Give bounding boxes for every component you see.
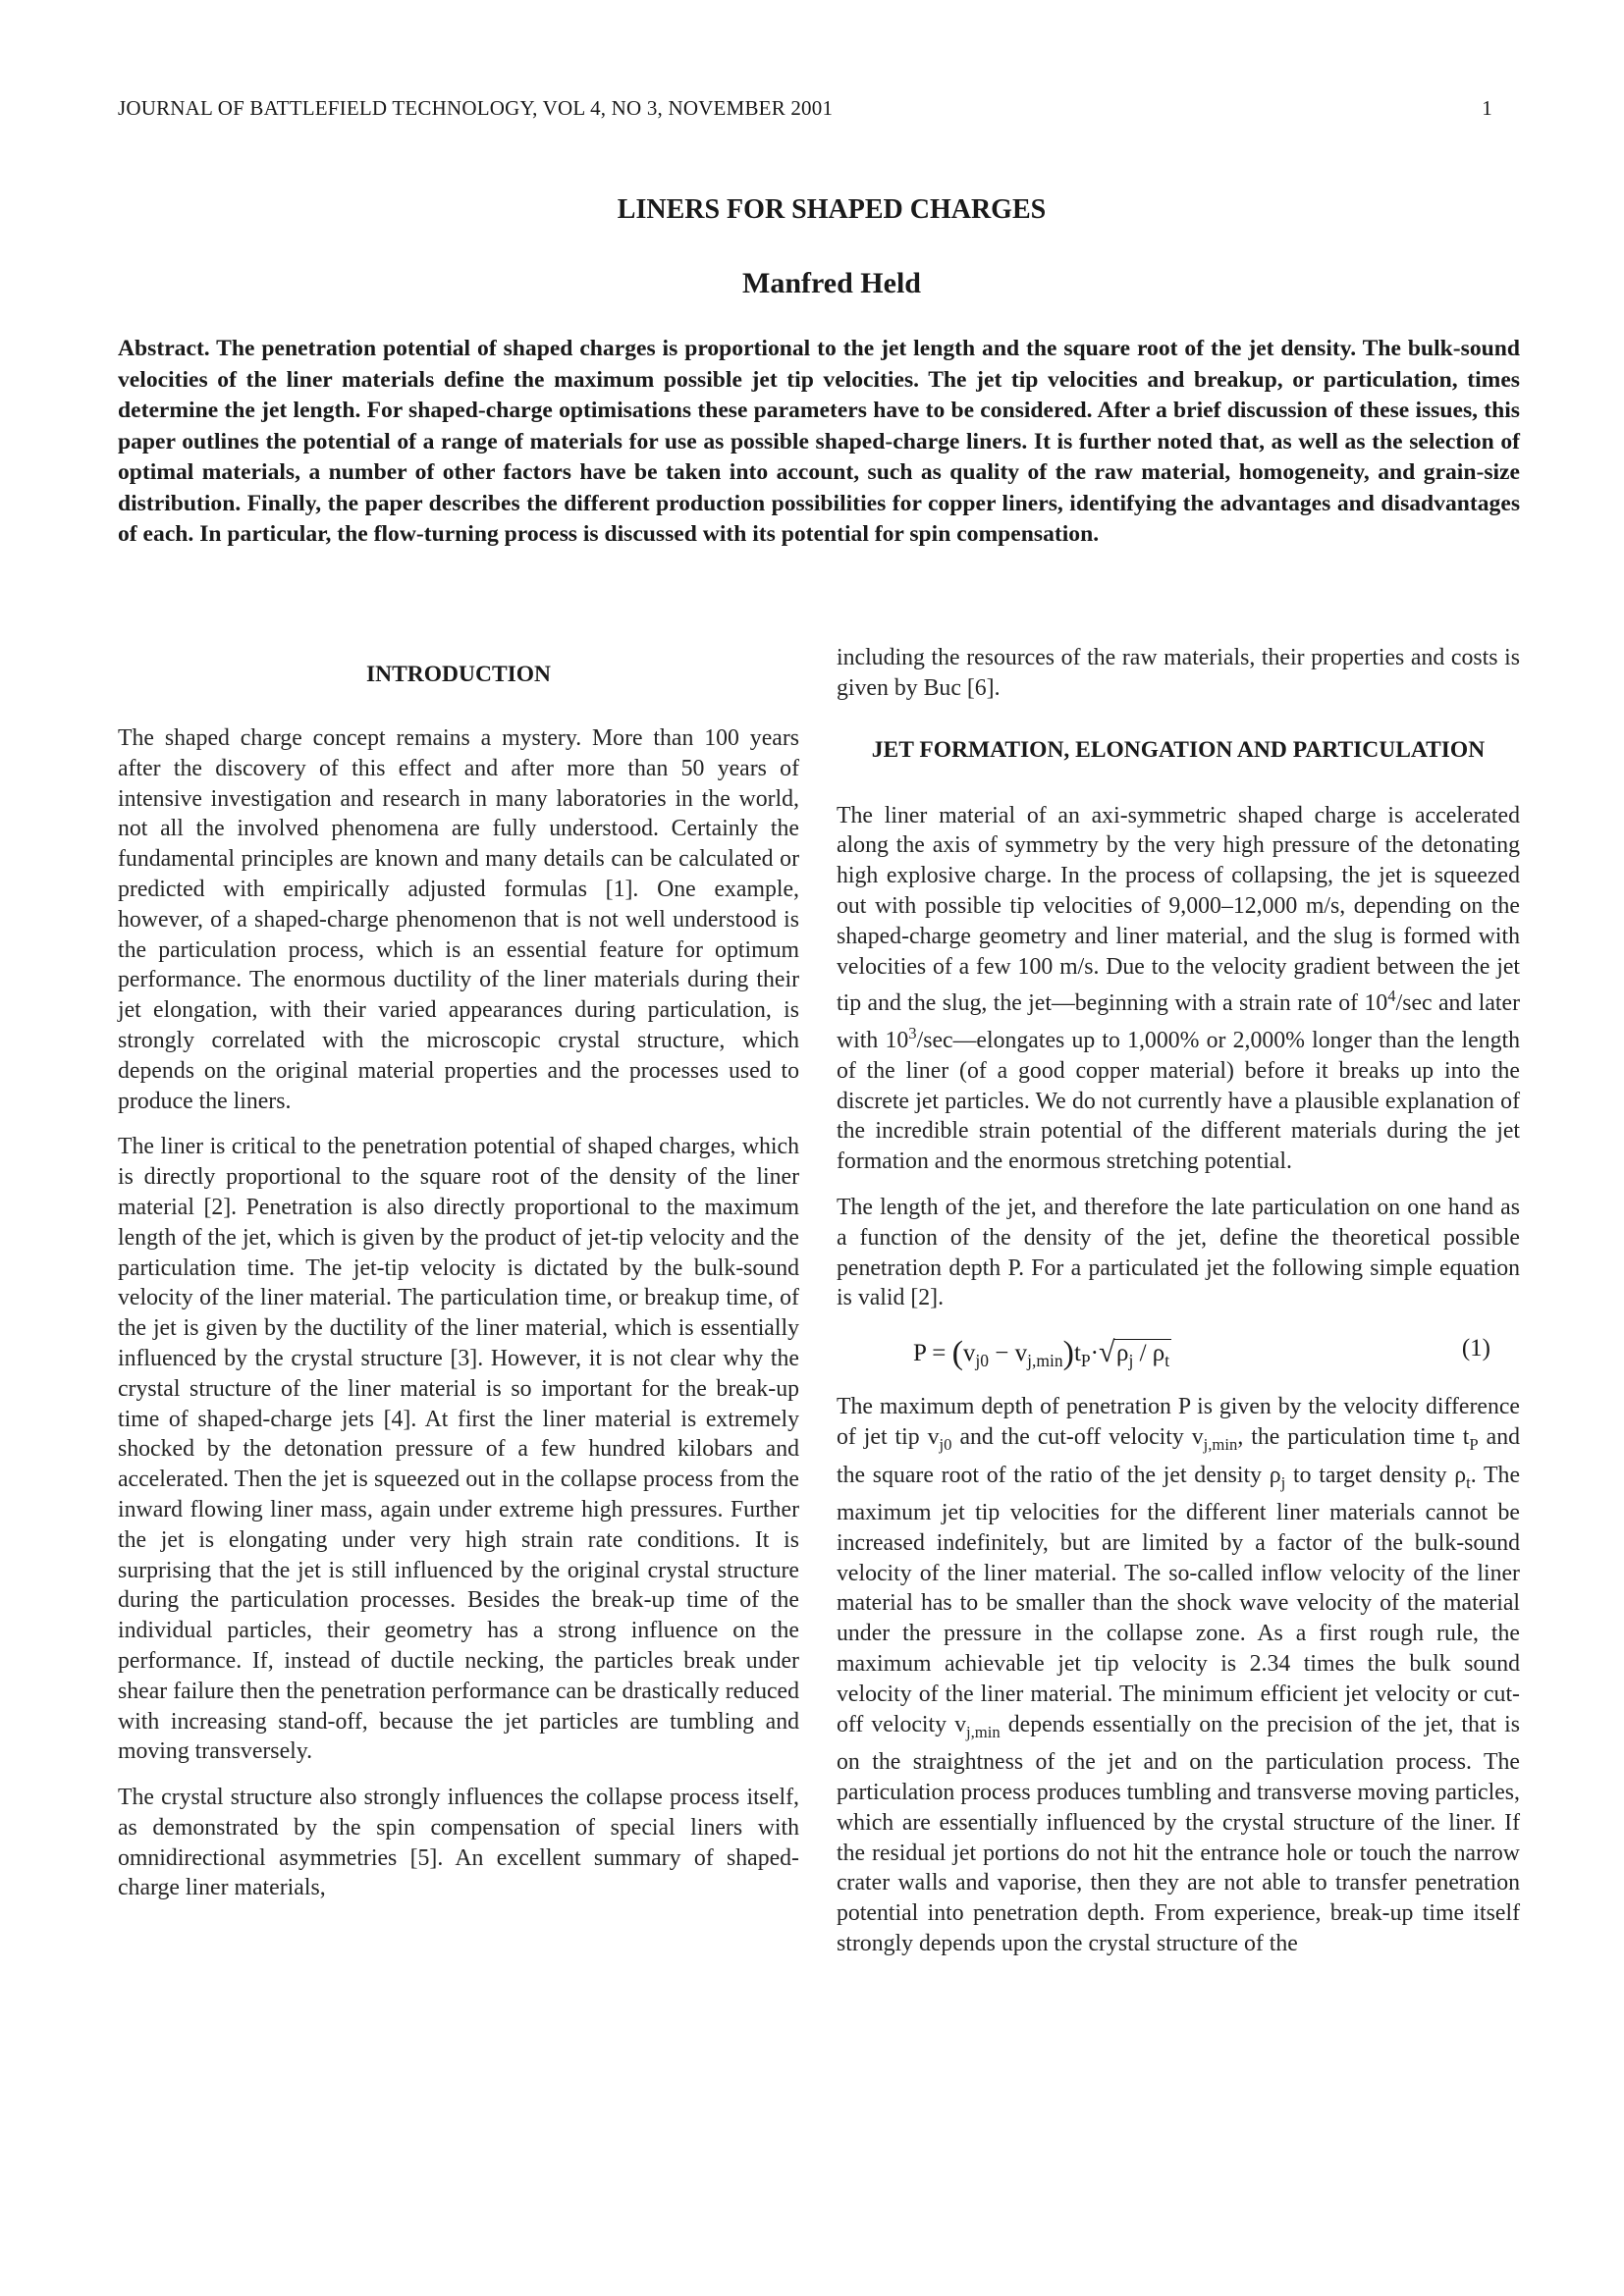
- journal-header: JOURNAL OF BATTLEFIELD TECHNOLOGY, VOL 4, NO 3, NOVEMBER 2001: [118, 96, 834, 120]
- running-head: [118, 96, 1492, 130]
- intro-paragraph-1: The shaped charge concept remains a mystery. More than 100 years after the discovery of this effect and after more than 50 years of intensive investigation and research in many laboratories in the world, not all the involved phenomena are fully understood. Certainly the fundamental principles are known and many details can be calculated or predicted with empirically adjusted formulas [1]. One example, however, of a shaped-charge phenomenon that is not well understood is the particulation process, which is an essential feature for optimum performance. The enormous ductility of the liner materials during their jet elongation, with their varied appearances during particulation, is strongly correlated with the microscopic crystal structure, which depends on the original material properties and the processes used to produce the liners.: [118, 725, 799, 1114]
- page-number: 1: [1482, 96, 1492, 120]
- jet-paragraph-2: The length of the jet, and therefore the late particulation on one hand as a function of the density of the jet, define the theoretical possible penetration depth P. For a particulated jet the following simple equation is valid [2].: [837, 1195, 1520, 1311]
- equation-number: (1): [1461, 1335, 1490, 1362]
- jet-paragraph-1: The liner material of an axi-symmetric shaped charge is accelerated along the axis of symmetry by the very high pressure of the detonating high explosive charge. In the process of collapsing, the jet is squeezed out with possible tip velocities of 9,000–12,000 m/s, depending on the shaped-charge geometry and liner material, and the slug is formed with velocities of a few 100 m/s. Due to the velocity gradient between the jet tip and the slug, the jet—beginning with a strain rate of $10^4/\sec$ and later with $10^3/\sec—elongates$ up to 1,000% or 2,000% longer than the length of the liner (of a good copper material) before it breaks up into the discrete jet particles. We do not currently have a plausible explanation of the incredible strain potential of the different materials during the jet formation and the enormous stretching potential.: [837, 802, 1520, 1175]
- abstract: Abstract. The penetration potential of shaped charges is proportional to the jet length and the square root of the jet density. The bulk-sound velocities of the liner materials define the maximum possible jet tip velocities. The jet tip velocities and breakup, or particulation, times determine the jet length. For shaped-charge optimisations these parameters have to be considered. After a brief discussion of these issues, this paper outlines the potential of a range of materials for use as possible shaped-charge liners. It is further noted that, as well as the selection of optimal materials, a number of other factors have be taken into account, such as quality of the raw material, homogeneity, and grain-size distribution. Finally, the paper describes the different production possibilities for copper liners, identifying the advantages and disadvantages of each. In particular, the flow-turning process is discussed with its potential for spin compensation.: [118, 336, 1520, 547]
- author-name: Manfred Held: [742, 267, 921, 299]
- right-column: [837, 643, 1520, 1959]
- intro-paragraph-2: The liner is critical to the penetration potential of shaped charges, which is directly proportional to the square root of the density of the liner material [2]. Penetration is also directly proportional to the maximum length of the jet, which is given by the product of jet-tip velocity and the particulation time. The jet-tip velocity is dictated by the bulk-sound velocity of the liner material. The particulation time, or breakup time, of the jet is given by the ductility of the liner material, which is essentially influenced by the crystal structure [3]. However, it is not clear why the crystal structure of the liner material is so important for the break-up time of shaped-charge jets [4]. At first the liner material is extremely shocked by the detonation pressure of a few hundred kilobars and accelerated. Then the jet is squeezed out in the collapse process from the inward flowing liner mass, again under extreme high pressures. Further the jet is elongating under very high strain rate conditions. It is surprising that the jet is still influenced by the original crystal structure during the particulation processes. Besides the break-up time of the individual particles, their geometry has a strong influence on the performance. If, instead of ductile necking, the particles break under shear failure then the penetration performance can be drastically reduced with increasing stand-off, because the jet particles are tumbling and moving transversely.: [118, 1134, 799, 1765]
- continued-paragraph: including the resources of the raw materials, their properties and costs is given by Buc [6].: [837, 645, 1520, 701]
- section-heading-jet-formation: JET FORMATION, ELONGATION AND PARTICULATION: [871, 736, 1486, 763]
- paper-title: LINERS FOR SHAPED CHARGES: [617, 194, 1047, 225]
- equation-expression: $P = (v_{j0} - v_{j,min})t_P\cdot$ √ $\rho_j / \rho_t$: [913, 1335, 1170, 1372]
- intro-paragraph-3: The crystal structure also strongly influences the collapse process itself, as demonstrated by the spin compensation of special liners with omnidirectional asymmetries [5]. An excellent summary of shaped-charge liner materials,: [118, 1785, 799, 1901]
- section-heading-introduction: INTRODUCTION: [365, 662, 552, 687]
- penetration-equation: [837, 1325, 1520, 1386]
- jet-paragraph-3: The maximum depth of penetration P is given by the velocity difference of jet tip $v_{j0}$ and the cut-off velocity $v_{j,min}$, the particulation time $t_P$ and the square root of the ratio of the jet density $\rho_j$ to target density $\rho_t$. The maximum jet tip velocities for the different liner materials cannot be increased indefinitely, but are limited by a factor of the bulk-sound velocity of the liner material. The so-called inflow velocity of the liner material has to be smaller than the shock wave velocity of the material under the pressure in the collapse zone. As a first rough rule, the maximum achievable jet tip velocity is 2.34 times the bulk sound velocity of the liner material. The minimum efficient jet velocity or cut-off velocity $v_{j,min}$ depends essentially on the precision of the jet, that is on the straightness of the jet and on the particulation process. The particulation process produces tumbling and transverse moving particles, which are essentially influenced by the crystal structure of the liner. If the residual jet portions do not hit the entrance hole or touch the narrow crater walls and vaporise, then they are not able to transfer penetration potential into penetration depth. From experience, break-up time itself strongly depends upon the crystal structure of the: [837, 1394, 1520, 1956]
- square-root: √ $\rho_j / \rho_t$: [1098, 1336, 1170, 1371]
- left-column: [118, 660, 799, 1903]
